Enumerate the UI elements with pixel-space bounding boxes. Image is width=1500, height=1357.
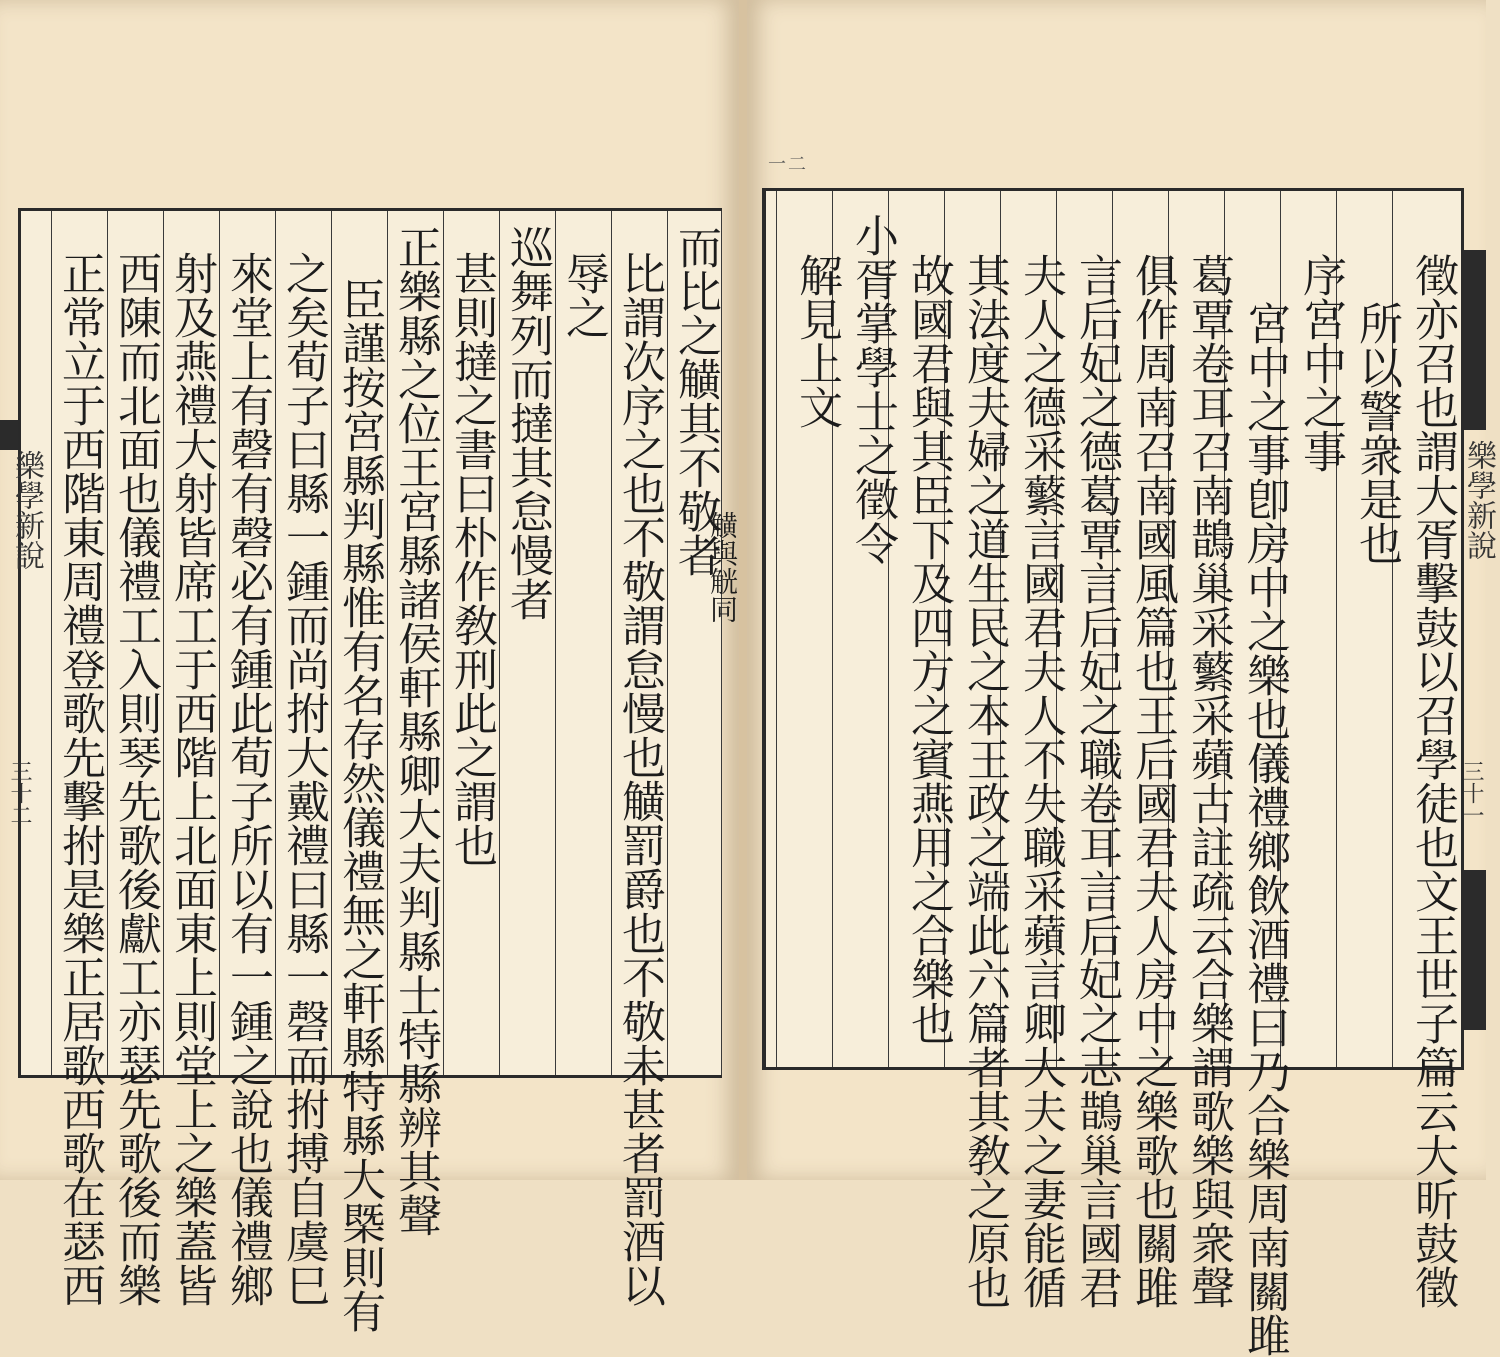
text-column-3: 辱之: [558, 251, 609, 339]
text-column-3: 序宮中之事: [1295, 253, 1346, 473]
column-rule: [387, 211, 388, 1075]
column-rule: [443, 211, 444, 1075]
text-column-4: 宮中之事卽房中之樂也儀禮鄉飲酒禮曰乃合樂周南關雎: [1239, 301, 1290, 1357]
text-column-7: 臣謹按宮縣判縣惟有名存然儀禮無之軒縣特縣大槩則有: [334, 277, 385, 1333]
column-rule: [219, 211, 220, 1075]
text-column-6: 俱作周南召南國風篇也王后國君夫人房中之樂歌也關雎: [1127, 253, 1178, 1309]
column-rule: [107, 211, 108, 1075]
text-column-8: 之矣荀子曰縣一鍾而尚拊大戴禮曰縣一磬而拊搏自虞巳: [278, 251, 329, 1307]
folio-right: 三十一: [1459, 760, 1484, 826]
text-column-12: 正常立于西階東周禮登歌先擊拊是樂正居歌西歌在瑟西: [54, 251, 105, 1307]
text-column-11: 小胥掌學士之徵令: [847, 213, 898, 565]
text-column-1: 徵亦召也謂大胥擊鼓以召學徒也文王世子篇云大昕鼓徵: [1407, 253, 1458, 1309]
right-text-frame: [762, 188, 1464, 1357]
column-rule: [667, 211, 668, 1075]
column-rule: [555, 211, 556, 1075]
text-column-5: 甚則撻之書曰朴作敎刑此之謂也: [446, 251, 497, 867]
column-rule: [331, 211, 332, 1075]
interlinear-note: 觵與觥同: [706, 511, 739, 623]
text-column-12: 解見上文: [791, 253, 842, 429]
text-column-10: 故國君與其臣下及四方之賓燕用之合樂也: [903, 253, 954, 1045]
column-rule: [776, 191, 777, 1067]
fold-edge-mark: [1464, 250, 1486, 430]
text-column-9: 其法度夫婦之道生民之本王政之端此六篇者其敎之原也: [959, 253, 1010, 1309]
text-column-6: 正樂縣之位王宮縣諸侯軒縣卿大夫判縣士特縣辨其聲: [390, 225, 441, 1237]
book-title-right: 樂學新說: [1461, 440, 1496, 560]
book-gutter: [739, 0, 747, 1180]
column-rule: [51, 211, 52, 1075]
fold-edge-mark: [0, 420, 18, 450]
left-text-frame: [18, 208, 739, 1333]
text-column-9: 來堂上有磬有磬必有鍾此荀子所以有一鍾之說也儀禮鄉: [222, 251, 273, 1307]
text-column-5: 葛覃卷耳召南鵲巢采蘩采蘋古註疏云合樂謂歌樂與衆聲: [1183, 253, 1234, 1309]
column-rule: [721, 211, 722, 1075]
top-mark: 一二: [768, 154, 808, 175]
text-column-2: 比謂次序之也不敬謂怠慢也觵罰爵也不敬未甚者罰酒以: [614, 251, 665, 1307]
text-column-2: 所以警衆是也: [1351, 301, 1402, 565]
column-rule: [499, 211, 500, 1075]
folio-left: 三十二: [7, 760, 32, 826]
text-column-4: 巡舞列而撻其怠慢者: [502, 225, 553, 621]
column-rule: [611, 211, 612, 1075]
text-column-7: 言后妃之德葛覃言后妃之職卷耳言后妃之志鵲巢言國君: [1071, 253, 1122, 1309]
column-rule: [163, 211, 164, 1075]
text-column-10: 射及燕禮大射皆席工于西階上北面東上則堂上之樂蓋皆: [166, 251, 217, 1307]
book-title-left: 樂學新說: [9, 450, 44, 570]
fold-edge-mark: [1464, 870, 1486, 1030]
column-rule: [275, 211, 276, 1075]
text-column-1: 而比之觵其不敬者: [670, 225, 721, 577]
text-column-8: 夫人之德采蘩言國君夫人不失職采蘋言卿大夫之妻能循: [1015, 253, 1066, 1309]
text-column-11: 西陳而北面也儀禮工入則琴先歌後獻工亦瑟先歌後而樂: [110, 251, 161, 1307]
